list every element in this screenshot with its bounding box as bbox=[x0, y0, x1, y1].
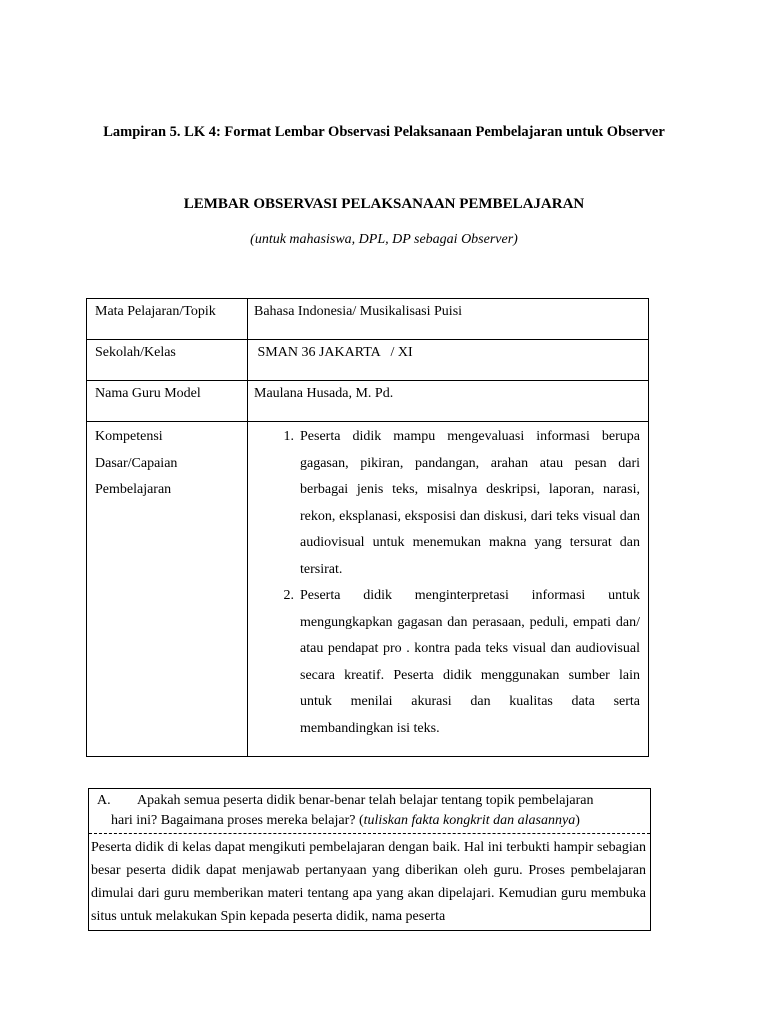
document-subtitle: (untuk mahasiswa, DPL, DP sebagai Observer) bbox=[250, 232, 518, 247]
list-item: 1. Peserta didik mampu mengevaluasi informasi berupa gagasan, pikiran, pandangan, arahan atau pesan dari berbagai jenis teks, misalnya deskripsi, laporan, narasi, rekon, eksplanasi, eksposisi dan diskusi, dari teks visual dan audiovisual untuk menemukan makna yang tersurat dan tersirat. bbox=[283, 429, 640, 577]
question-line-2: hari ini? Bagaimana proses mereka belajar? (tuliskan fakta kongkrit dan alasannya) bbox=[111, 813, 580, 828]
row-value: Maulana Husada, M. Pd. bbox=[248, 381, 649, 422]
info-table bbox=[86, 298, 649, 757]
section-a-answer: Peserta didik di kelas dapat mengikuti pembelajaran dengan baik. Hal ini terbukti hampir sebagian besar peserta didik dapat menjawab pertanyaan yang diberikan oleh guru. Proses pembelajaran dimulai dari guru memberikan materi tentang apa yang akan dipelajari. Kemudian guru membuka situs untuk melakukan Spin kepada peserta didik, nama peserta bbox=[89, 834, 650, 931]
question-line-1: Apakah semua peserta didik benar-benar telah belajar tentang topik pembelajaran bbox=[137, 793, 594, 808]
page-heading: Lampiran 5. LK 4: Format Lembar Observasi Pelaksanaan Pembelajaran untuk Observer bbox=[103, 124, 665, 140]
kompetensi-label: Kompetensi Dasar/Capaian Pembelajaran bbox=[87, 422, 248, 757]
section-a-box bbox=[88, 788, 651, 931]
section-a-letter: A. bbox=[97, 793, 111, 808]
row-label: Sekolah/Kelas bbox=[87, 340, 248, 381]
table-row-kompetensi bbox=[87, 422, 649, 757]
document-title: LEMBAR OBSERVASI PELAKSANAAN PEMBELAJARAN bbox=[183, 196, 585, 212]
table-row bbox=[87, 381, 649, 422]
row-label: Nama Guru Model bbox=[87, 381, 248, 422]
row-value: Bahasa Indonesia/ Musikalisasi Puisi bbox=[248, 299, 649, 340]
list-item: 2. Peserta didik menginterpretasi informasi untuk mengungkapkan gagasan dan perasaan, peduli, empati dan/ atau pendapat pro . kontra pada teks visual dan audiovisual secara kreatif. Peserta didik menggunakan sumber lain untuk menilai akurasi dan kualitas data serta membandingkan isi teks. bbox=[283, 588, 640, 736]
table-row bbox=[87, 299, 649, 340]
kompetensi-list bbox=[248, 422, 649, 757]
row-value: SMAN 36 JAKARTA / XI bbox=[248, 340, 649, 381]
row-label: Mata Pelajaran/Topik bbox=[87, 299, 248, 340]
table-row bbox=[87, 340, 649, 381]
section-a-question bbox=[89, 789, 650, 834]
